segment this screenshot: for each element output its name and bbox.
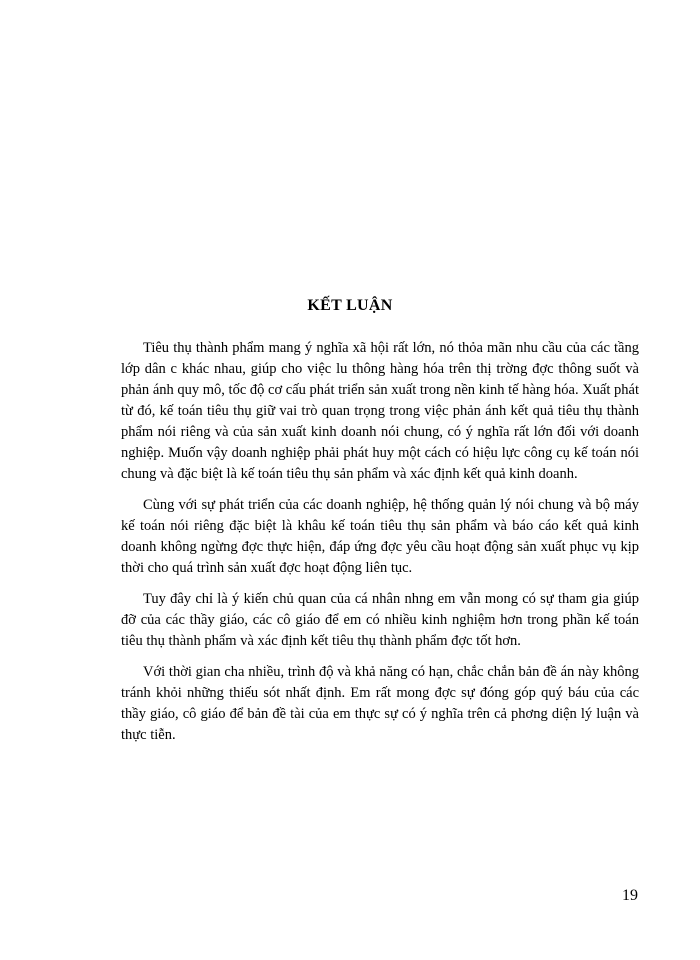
page-number: 19 [622,887,638,904]
body-text [121,338,639,756]
paragraph: Cùng với sự phát triển của các doanh nghiệp, hệ thống quản lý nói chung và bộ máy kế toán nói riêng đặc biệt là khâu kế toán tiêu thụ sản phẩm và báo cáo kết quả kinh doanh không ngừng đợc thực hiện, đáp ứng đợc yêu cầu hoạt động sản xuất phục vụ kịp thời cho quá trình sản xuất đợc hoạt động liên tục. [121,497,639,576]
paragraph: Tuy đây chỉ là ý kiến chủ quan của cá nhân nhng em vẫn mong có sự tham gia giúp đỡ của các thầy giáo, các cô giáo để em có nhiều kinh nghiệm hơn trong phần kế toán tiêu thụ thành phẩm và xác định kết tiêu thụ thành phẩm đợc tốt hơn. [121,591,639,649]
section-title: KẾT LUẬN [307,297,393,314]
paragraph: Với thời gian cha nhiều, trình độ và khả năng có hạn, chắc chắn bản đề án này không tránh khỏi những thiếu sót nhất định. Em rất mong đợc sự đóng góp quý báu của các thầy giáo, cô giáo để bản đề tài của em thực sự có ý nghĩa trên cả phơng diện lý luận và thực tiễn. [121,664,639,743]
paragraph: Tiêu thụ thành phẩm mang ý nghĩa xã hội rất lớn, nó thỏa mãn nhu cầu của các tầng lớp dân c khác nhau, giúp cho việc lu thông hàng hóa trên thị trờng đợc thông suốt và phản ánh quy mô, tốc độ cơ cấu phát triển sản xuất trong nền kinh tế hàng hóa. Xuất phát từ đó, kế toán tiêu thụ giữ vai trò quan trọng trong việc phản ánh kết quả tiêu thụ thành phẩm nói riêng và của sản xuất kinh doanh nói chung, có ý nghĩa rất lớn đối với doanh nghiệp. Muốn vậy doanh nghiệp phải phát huy một cách có hiệu lực công cụ kế toán nói chung và đặc biệt là kế toán tiêu thụ sản phẩm và xác định kết quả kinh doanh. [121,340,639,482]
